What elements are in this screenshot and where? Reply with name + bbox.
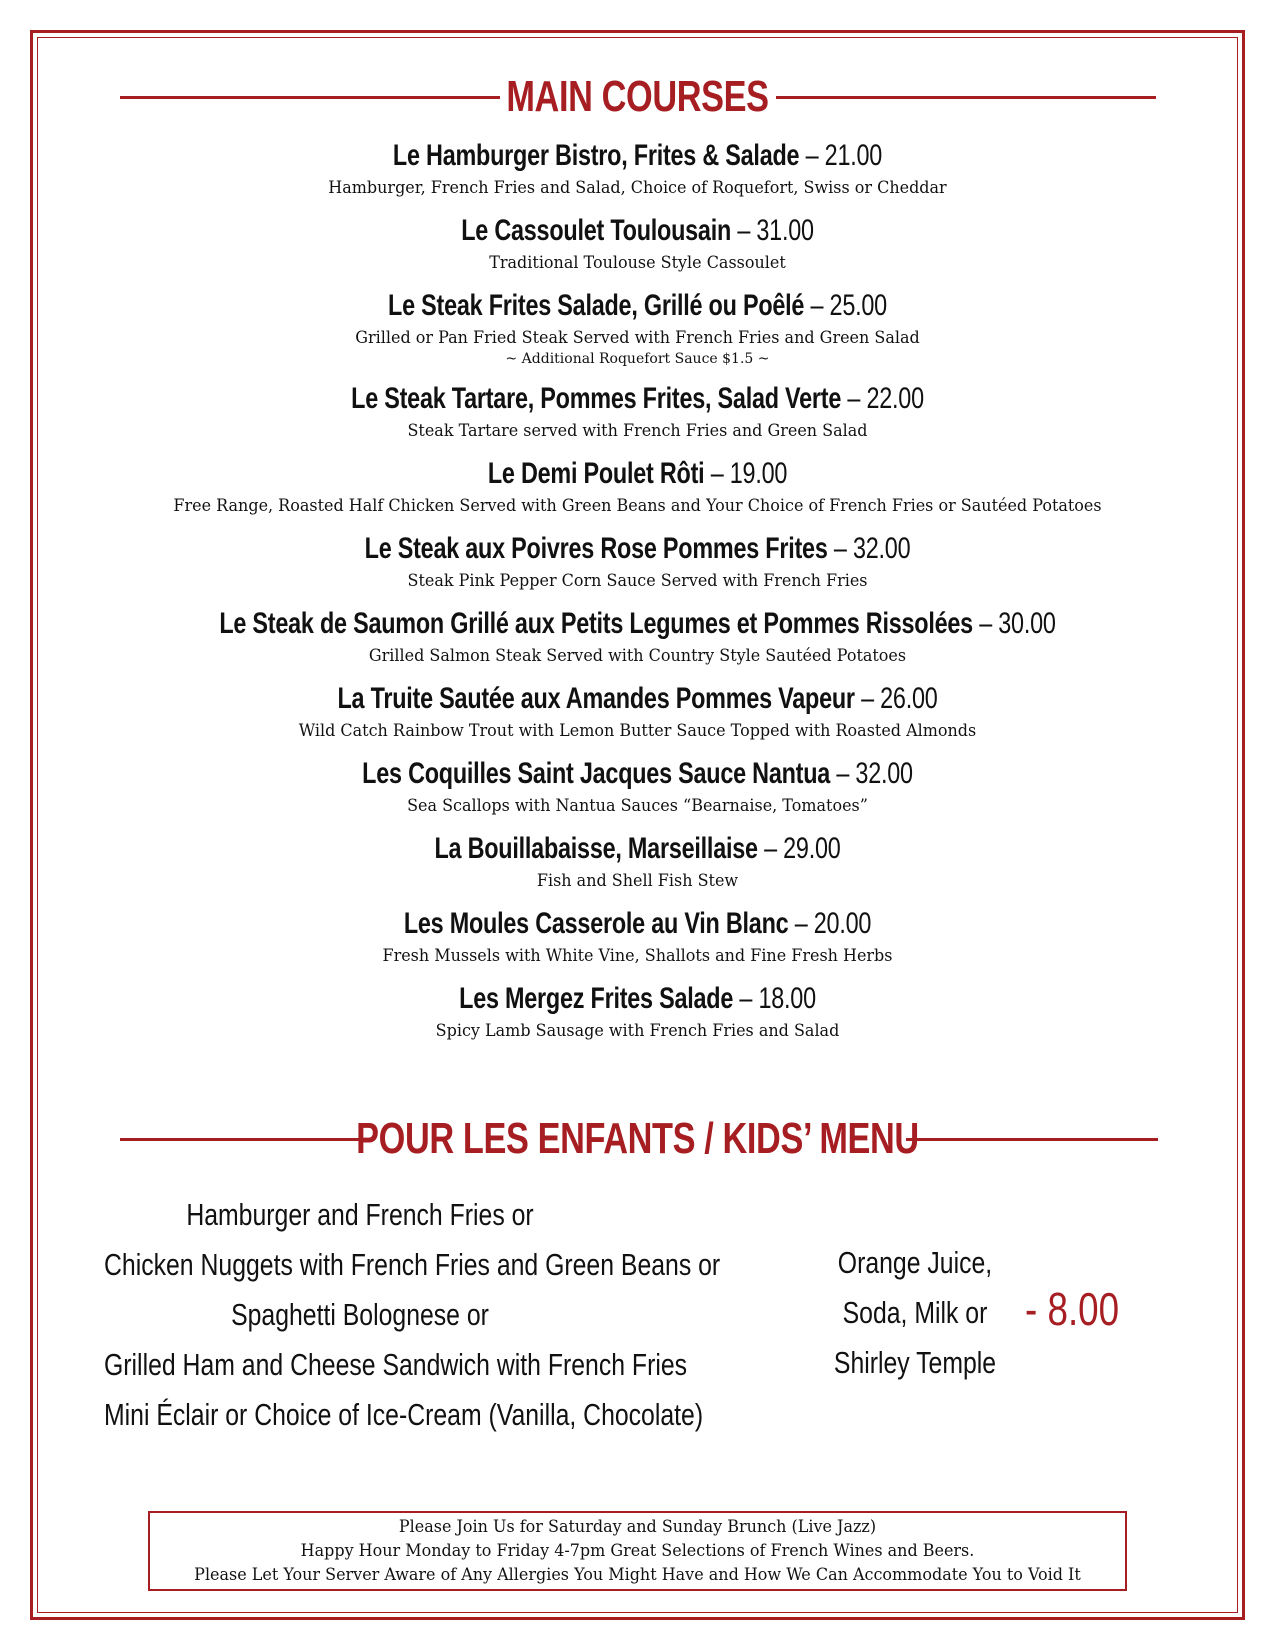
menu-item (60, 904, 1215, 968)
kids-menu-title: POUR LES ENFANTS / KIDS’ MENU (356, 1114, 919, 1163)
menu-item (60, 679, 1215, 743)
dish-name: Le Hamburger Bistro, Frites & Salade (392, 139, 800, 172)
menu-item (60, 379, 1215, 443)
dish-description: Grilled or Pan Fried Steak Served with French Fries and Green Salad (355, 328, 920, 348)
dish-price: 18.00 (758, 982, 816, 1015)
kids-drinks (800, 1238, 1030, 1388)
price-separator: – (737, 214, 751, 247)
dish-name: Le Cassoulet Toulousain (461, 214, 732, 247)
brunch-notice: Please Join Us for Saturday and Sunday Brunch (Live Jazz) (398, 1517, 877, 1537)
dish-price: 30.00 (998, 607, 1056, 640)
menu-item-heading (187, 454, 1088, 494)
dish-name: Le Demi Poulet Rôti (487, 457, 705, 490)
kids-menu-list (40, 1190, 721, 1440)
menu-item (60, 454, 1215, 518)
menu-item (60, 979, 1215, 1043)
main-courses-title: MAIN COURSES (506, 72, 769, 121)
price-separator: – (836, 757, 850, 790)
menu-item (60, 286, 1215, 368)
info-notice-box (148, 1511, 1127, 1591)
menu-item-heading (187, 529, 1088, 569)
dish-name: Les Moules Casserole au Vin Blanc (403, 907, 789, 940)
dish-price: 20.00 (813, 907, 872, 940)
main-courses-list (60, 136, 1215, 1054)
price-separator: – (805, 139, 819, 172)
dish-name: Le Steak aux Poivres Rose Pommes Frites (364, 532, 828, 565)
dish-price: 22.00 (866, 382, 924, 415)
dish-description: Fish and Shell Fish Stew (536, 871, 739, 891)
dish-name: Le Steak Frites Salade, Grillé ou Poêlé (388, 289, 805, 322)
dish-description: Free Range, Roasted Half Chicken Served with Green Beans and Your Choice of French Fries or Sautéed Potatoes (173, 496, 1102, 516)
dish-name: Les Coquilles Saint Jacques Sauce Nantua (362, 757, 831, 790)
kids-item: Hamburger and French Fries or (186, 1197, 534, 1232)
dish-price: 31.00 (756, 214, 814, 247)
price-separator: – (861, 682, 874, 715)
price-separator: – (764, 832, 777, 865)
dish-description: Sea Scallops with Nantua Sauces “Bearnaise, Tomatoes” (407, 796, 868, 816)
menu-item (60, 211, 1215, 275)
kids-item: Mini Éclair or Choice of Ice-Cream (Vanilla, Chocolate) (104, 1397, 704, 1432)
dish-description: Hamburger, French Fries and Salad, Choice of Roquefort, Swiss or Cheddar (328, 178, 947, 198)
dish-price: 21.00 (824, 139, 883, 172)
dish-name: Le Steak Tartare, Pommes Frites, Salad Verte (351, 382, 842, 415)
dish-name: La Bouillabaisse, Marseillaise (434, 832, 758, 865)
dish-price: 32.00 (852, 532, 911, 565)
kids-item: Grilled Ham and Cheese Sandwich with French Fries (104, 1347, 688, 1382)
price-separator: – (710, 457, 724, 490)
menu-item-heading (187, 379, 1088, 419)
dish-description: Grilled Salmon Steak Served with Country Style Sautéed Potatoes (368, 646, 907, 666)
kids-item: Chicken Nuggets with French Fries and Green Beans or (104, 1247, 721, 1282)
drink-option: Orange Juice, (837, 1245, 993, 1280)
dish-name: Les Mergez Frites Salade (459, 982, 734, 1015)
allergy-notice: Please Let Your Server Aware of Any Allergies You Might Have and How We Can Accommodate You to Void It (194, 1565, 1081, 1585)
price-separator: – (833, 532, 847, 565)
dish-description: Fresh Mussels with White Vine, Shallots and Fine Fresh Herbs (382, 946, 893, 966)
price-separator: – (847, 382, 861, 415)
menu-item (60, 604, 1215, 668)
dish-price: 32.00 (855, 757, 913, 790)
price-separator: – (739, 982, 753, 1015)
dish-price: 25.00 (829, 289, 887, 322)
menu-item-heading (187, 604, 1088, 644)
menu-item-heading (187, 136, 1088, 176)
dish-name: Le Steak de Saumon Grillé aux Petits Legumes et Pommes Rissolées (219, 607, 973, 640)
dish-description: Steak Tartare served with French Fries and Green Salad (407, 421, 868, 441)
dish-description: Wild Catch Rainbow Trout with Lemon Butter Sauce Topped with Roasted Almonds (298, 721, 977, 741)
kids-item: Spaghetti Bolognese or (231, 1297, 489, 1332)
menu-item (60, 829, 1215, 893)
dish-description: Steak Pink Pepper Corn Sauce Served with French Fries (407, 571, 868, 591)
price-separator: – (979, 607, 992, 640)
menu-item-heading (187, 829, 1088, 869)
menu-item-heading (187, 979, 1088, 1019)
dish-note: ~ Additional Roquefort Sauce $1.5 ~ (505, 351, 770, 367)
menu-item-heading (187, 679, 1088, 719)
dish-description: Spicy Lamb Sausage with French Fries and Salad (435, 1021, 840, 1041)
dish-description: Traditional Toulouse Style Cassoulet (489, 253, 786, 273)
menu-item-heading (187, 754, 1088, 794)
menu-item (60, 136, 1215, 200)
menu-item-heading (187, 904, 1088, 944)
menu-item-heading (187, 286, 1088, 326)
price-separator: – (810, 289, 824, 322)
menu-item (60, 754, 1215, 818)
drink-option: Shirley Temple (833, 1345, 997, 1380)
dish-price: 29.00 (783, 832, 841, 865)
dish-price: 26.00 (880, 682, 938, 715)
menu-item (60, 529, 1215, 593)
happy-hour-notice: Happy Hour Monday to Friday 4-7pm Great Selections of French Wines and Beers. (300, 1541, 975, 1561)
dish-price: 19.00 (729, 457, 788, 490)
price-separator: – (794, 907, 808, 940)
dish-name: La Truite Sautée aux Amandes Pommes Vapeur (337, 682, 855, 715)
kids-menu-price: - 8.00 (1025, 1283, 1120, 1335)
menu-item-heading (187, 211, 1088, 251)
drink-option: Soda, Milk or (842, 1295, 988, 1330)
